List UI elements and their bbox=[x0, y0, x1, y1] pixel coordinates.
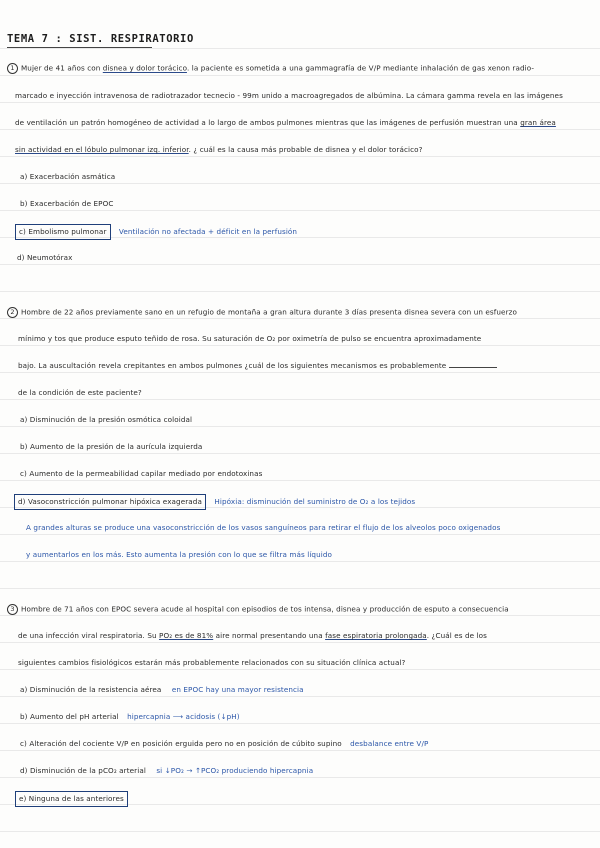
q3-note-a: en EPOC hay una mayor resistencia bbox=[171, 685, 304, 694]
q1-option-a: a) Exacerbación asmática bbox=[20, 172, 116, 181]
q2-answer-box: d) Vasoconstricción pulmonar hipóxica exagerada bbox=[14, 494, 206, 510]
q1-note: Ventilación no afectada + déficit en la perfusión bbox=[118, 227, 298, 236]
q1-line-1: 1 Mujer de 41 años con disnea y dolor torácico. la paciente es sometida a una gammagrafía de V/P mediante inhalación de gas xenon radio- bbox=[0, 63, 593, 74]
q1-option-d: d) Neumotórax bbox=[17, 253, 73, 262]
q3-line-2: de una infección viral respiratoria. Su PO₂ es de 81% aire normal presentando una fase espiratoria prolongada. ¿Cuál es de los bbox=[18, 631, 487, 640]
title-underline bbox=[7, 47, 152, 48]
page-title: TEMA 7 : SIST. RESPIRATORIO bbox=[7, 33, 194, 45]
q2-line-1: 2 Hombre de 22 años previamente sano en un refugio de montaña a gran altura durante 3 días presenta disnea severa con un esfuerzo bbox=[0, 307, 600, 318]
q3-option-b: b) Aumento del pH arterial hipercapnia ⟶ acidosis (↓pH) bbox=[20, 712, 240, 721]
q3-note-b: hipercapnia ⟶ acidosis (↓pH) bbox=[127, 712, 240, 721]
q3-line-1: 3 Hombre de 71 años con EPOC severa acude al hospital con episodios de tos intensa, disnea y producción de esputo a consecuencia bbox=[0, 604, 600, 615]
q1-option-b: b) Exacerbación de EPOC bbox=[20, 199, 114, 208]
q2-option-d bbox=[0, 494, 600, 510]
q1-number: 1 bbox=[7, 63, 18, 74]
q2-note: Hipóxia: disminución del suministro de O₂ a los tejidos bbox=[214, 497, 416, 506]
q1-line-2: marcado e inyección intravenosa de radiotrazador tecnecio - 99m unido a macroagregados de albúmina. La cámara gamma revela en las imágenes bbox=[15, 91, 563, 100]
q1-answer-box: c) Embolismo pulmonar bbox=[15, 224, 111, 240]
q2-number: 2 bbox=[7, 307, 18, 318]
q3-option-a: a) Disminución de la resistencia aérea en EPOC hay una mayor resistencia bbox=[20, 685, 304, 694]
q2-explanation-1: A grandes alturas se produce una vasoconstricción de los vasos sanguíneos para retirar el flujo de los alveolos poco oxigenados bbox=[26, 523, 501, 532]
q3-number: 3 bbox=[7, 604, 18, 615]
q3-answer-box: e) Ninguna de las anteriores bbox=[15, 791, 128, 807]
q3-note-c: desbalance entre V/P bbox=[350, 739, 429, 748]
q1-option-c bbox=[0, 224, 600, 240]
q2-option-c: c) Aumento de la permeabilidad capilar mediado por endotoxinas bbox=[20, 469, 263, 478]
q3-line-3: siguientes cambios fisiológicos estarán más probablemente relacionados con su situación clínica actual? bbox=[18, 658, 406, 667]
q1-line-4: sin actividad en el lóbulo pulmonar izq. inferior. ¿ cuál es la causa más probable de disnea y el dolor torácico? bbox=[15, 145, 423, 154]
q2-line-2: mínimo y tos que produce esputo teñido de rosa. Su saturación de O₂ por oximetría de pulso se encuentra aproximadamente bbox=[18, 334, 482, 343]
q2-option-b: b) Aumento de la presión de la aurícula izquierda bbox=[20, 442, 203, 451]
q2-line-3: bajo. La auscultación revela crepitantes en ambos pulmones ¿cuál de los siguientes mecanismos es probablemente bbox=[0, 361, 600, 371]
q2-line-4: de la condición de este paciente? bbox=[18, 388, 142, 397]
q2-explanation-2: y aumentarlos en los más. Esto aumenta la presión con lo que se filtra más líquido bbox=[26, 550, 332, 559]
q2-option-a: a) Disminución de la presión osmótica coloidal bbox=[20, 415, 193, 424]
q3-option-d: d) Disminución de la pCO₂ arterial si ↓PO₂ → ↑PCO₂ produciendo hipercapnia bbox=[20, 766, 314, 775]
answer-blank bbox=[449, 361, 497, 368]
q1-line-3: de ventilación un patrón homogéneo de actividad a lo largo de ambos pulmones mientras que las imágenes de perfusión muestran una gran área bbox=[15, 118, 556, 127]
q3-option-c: c) Alteración del cociente V/P en posición erguida pero no en posición de cúbito supino desbalance entre V/P bbox=[20, 739, 429, 748]
q3-note-d: si ↓PO₂ → ↑PCO₂ produciendo hipercapnia bbox=[156, 766, 314, 775]
q3-option-e bbox=[0, 791, 600, 807]
